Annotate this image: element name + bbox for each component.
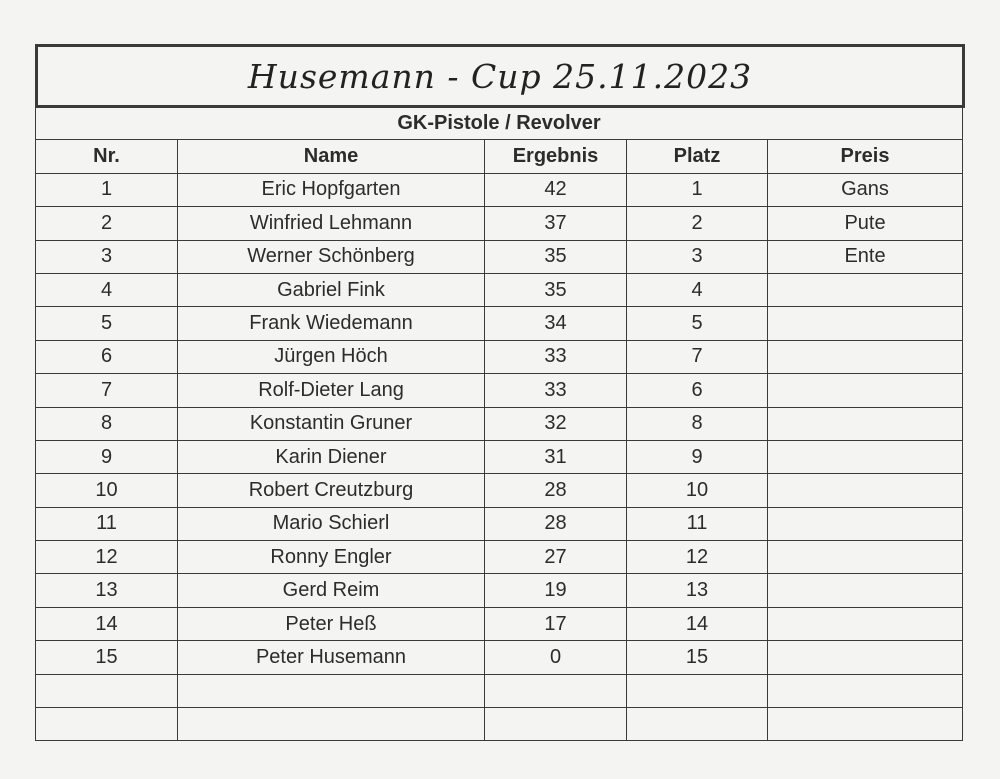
- subtitle-row: [36, 107, 963, 140]
- cell-preis: [768, 340, 963, 373]
- discipline-subtitle: GK-Pistole / Revolver: [36, 107, 963, 140]
- cell-platz: 1: [627, 173, 768, 206]
- table-row: [36, 607, 963, 640]
- cell-name: Konstantin Gruner: [178, 407, 485, 440]
- cell-name: Jürgen Höch: [178, 340, 485, 373]
- empty-cell-name: [178, 708, 485, 741]
- cell-name: Frank Wiedemann: [178, 307, 485, 340]
- cell-ergebnis: 31: [485, 440, 627, 473]
- cell-preis: [768, 273, 963, 306]
- cell-ergebnis: 37: [485, 207, 627, 240]
- cell-preis: [768, 307, 963, 340]
- cell-platz: 10: [627, 474, 768, 507]
- title-box: [35, 44, 965, 108]
- cell-preis: [768, 474, 963, 507]
- cell-nr: 5: [36, 307, 178, 340]
- empty-cell-ergebnis: [485, 708, 627, 741]
- cell-nr: 3: [36, 240, 178, 273]
- cell-nr: 15: [36, 641, 178, 674]
- results-body: [36, 173, 963, 741]
- cell-name: Peter Heß: [178, 607, 485, 640]
- cell-name: Eric Hopfgarten: [178, 173, 485, 206]
- cell-nr: 11: [36, 507, 178, 540]
- cell-preis: [768, 607, 963, 640]
- cell-ergebnis: 28: [485, 474, 627, 507]
- cell-preis: Ente: [768, 240, 963, 273]
- header-name: Name: [178, 140, 485, 173]
- cell-name: Ronny Engler: [178, 541, 485, 574]
- cell-platz: 4: [627, 273, 768, 306]
- cell-nr: 13: [36, 574, 178, 607]
- table-row: [36, 307, 963, 340]
- table-row: [36, 507, 963, 540]
- cell-preis: [768, 641, 963, 674]
- table-row: [36, 541, 963, 574]
- empty-cell-name: [178, 674, 485, 707]
- header-preis: Preis: [768, 140, 963, 173]
- cell-name: Robert Creutzburg: [178, 474, 485, 507]
- cell-name: Gabriel Fink: [178, 273, 485, 306]
- table-row: [36, 173, 963, 206]
- cell-preis: Pute: [768, 207, 963, 240]
- cell-nr: 8: [36, 407, 178, 440]
- cell-name: Gerd Reim: [178, 574, 485, 607]
- cell-ergebnis: 28: [485, 507, 627, 540]
- cell-ergebnis: 42: [485, 173, 627, 206]
- table-row: [36, 273, 963, 306]
- cell-name: Rolf-Dieter Lang: [178, 374, 485, 407]
- cell-name: Peter Husemann: [178, 641, 485, 674]
- table-row: [36, 374, 963, 407]
- cell-platz: 13: [627, 574, 768, 607]
- cell-ergebnis: 33: [485, 374, 627, 407]
- cell-nr: 12: [36, 541, 178, 574]
- cell-nr: 2: [36, 207, 178, 240]
- cell-platz: 11: [627, 507, 768, 540]
- cell-platz: 9: [627, 440, 768, 473]
- cell-preis: [768, 440, 963, 473]
- cell-preis: [768, 507, 963, 540]
- empty-cell-nr: [36, 674, 178, 707]
- cell-platz: 6: [627, 374, 768, 407]
- header-row: [36, 140, 963, 173]
- cell-platz: 8: [627, 407, 768, 440]
- cell-nr: 1: [36, 173, 178, 206]
- cell-ergebnis: 19: [485, 574, 627, 607]
- table-row: [36, 440, 963, 473]
- empty-cell-platz: [627, 674, 768, 707]
- cell-ergebnis: 32: [485, 407, 627, 440]
- cell-name: Winfried Lehmann: [178, 207, 485, 240]
- table-row: [36, 240, 963, 273]
- cell-preis: Gans: [768, 173, 963, 206]
- cell-preis: [768, 374, 963, 407]
- header-nr: Nr.: [36, 140, 178, 173]
- page-title: Husemann - Cup 25.11.2023: [247, 56, 753, 96]
- cell-platz: 3: [627, 240, 768, 273]
- table-row: [36, 574, 963, 607]
- cell-nr: 14: [36, 607, 178, 640]
- cell-nr: 6: [36, 340, 178, 373]
- table-row: [36, 474, 963, 507]
- empty-cell-ergebnis: [485, 674, 627, 707]
- table-row: [36, 641, 963, 674]
- results-table: [35, 106, 963, 741]
- cell-ergebnis: 17: [485, 607, 627, 640]
- empty-cell-nr: [36, 708, 178, 741]
- cell-preis: [768, 541, 963, 574]
- cell-ergebnis: 35: [485, 240, 627, 273]
- empty-row: [36, 708, 963, 741]
- table-row: [36, 207, 963, 240]
- cell-ergebnis: 33: [485, 340, 627, 373]
- cell-name: Karin Diener: [178, 440, 485, 473]
- cell-platz: 12: [627, 541, 768, 574]
- cell-platz: 15: [627, 641, 768, 674]
- cell-platz: 7: [627, 340, 768, 373]
- table-row: [36, 340, 963, 373]
- cell-ergebnis: 0: [485, 641, 627, 674]
- cell-name: Werner Schönberg: [178, 240, 485, 273]
- cell-name: Mario Schierl: [178, 507, 485, 540]
- empty-cell-preis: [768, 708, 963, 741]
- empty-row: [36, 674, 963, 707]
- cell-platz: 14: [627, 607, 768, 640]
- cell-nr: 7: [36, 374, 178, 407]
- cell-preis: [768, 407, 963, 440]
- cell-ergebnis: 27: [485, 541, 627, 574]
- cell-platz: 5: [627, 307, 768, 340]
- cell-nr: 10: [36, 474, 178, 507]
- cell-ergebnis: 34: [485, 307, 627, 340]
- table-row: [36, 407, 963, 440]
- empty-cell-platz: [627, 708, 768, 741]
- cell-platz: 2: [627, 207, 768, 240]
- header-ergebnis: Ergebnis: [485, 140, 627, 173]
- header-platz: Platz: [627, 140, 768, 173]
- empty-cell-preis: [768, 674, 963, 707]
- cell-nr: 4: [36, 273, 178, 306]
- cell-preis: [768, 574, 963, 607]
- cell-ergebnis: 35: [485, 273, 627, 306]
- cell-nr: 9: [36, 440, 178, 473]
